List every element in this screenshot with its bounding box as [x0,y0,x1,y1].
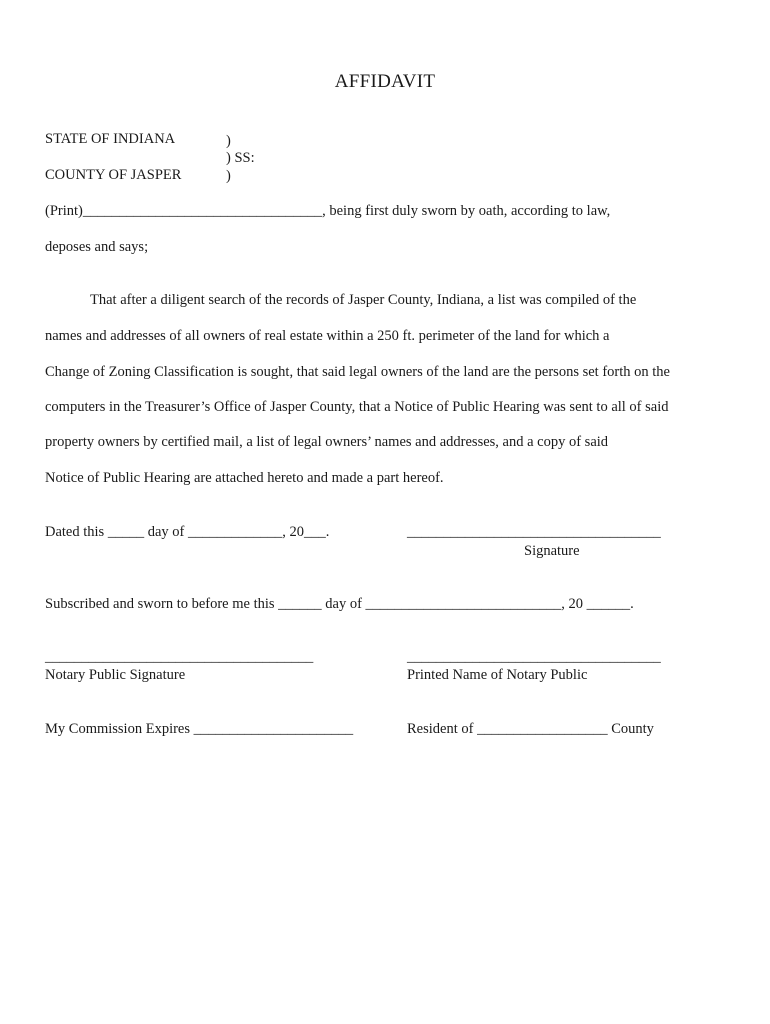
commission-expires-line: My Commission Expires ______________________ [45,721,354,737]
venue-state: STATE OF INDIANA [45,131,176,147]
notary-signature-blank: _____________________________________ [45,649,314,665]
venue-paren-1: ) [226,133,231,149]
signature-blank: ___________________________________ [407,524,661,540]
body-line: property owners by certified mail, a list of legal owners’ names and addresses, and a copy of said [45,434,609,450]
subscribed-line: Subscribed and sworn to before me this ______ day of ___________________________, 20 ______. [45,596,634,612]
venue-county: COUNTY OF JASPER [45,167,182,183]
document-title: AFFIDAVIT [334,71,436,92]
resident-of-line: Resident of __________________ County [407,721,654,737]
notary-name-blank: ___________________________________ [407,649,661,665]
notary-signature-label: Notary Public Signature [45,667,186,683]
body-line: That after a diligent search of the records of Jasper County, Indiana, a list was compiled of the [90,292,637,308]
deposes-line: deposes and says; [45,239,149,255]
body-line: names and addresses of all owners of real estate within a 250 ft. perimeter of the land for which a [45,328,610,344]
notary-name-label: Printed Name of Notary Public [407,667,588,683]
body-line: computers in the Treasurer’s Office of Jasper County, that a Notice of Public Hearing was sent to all of said [45,399,669,415]
venue-paren-ss: ) SS: [226,150,255,166]
signature-label: Signature [524,543,580,559]
body-line: Change of Zoning Classification is sought, that said legal owners of the land are the persons set forth on the [45,364,670,380]
body-line: Notice of Public Hearing are attached hereto and made a part hereof. [45,470,444,486]
venue-paren-3: ) [226,168,231,184]
dated-line: Dated this _____ day of _____________, 20___. [45,524,330,540]
intro-line: (Print)_________________________________, being first duly sworn by oath, according to law, [45,203,611,219]
